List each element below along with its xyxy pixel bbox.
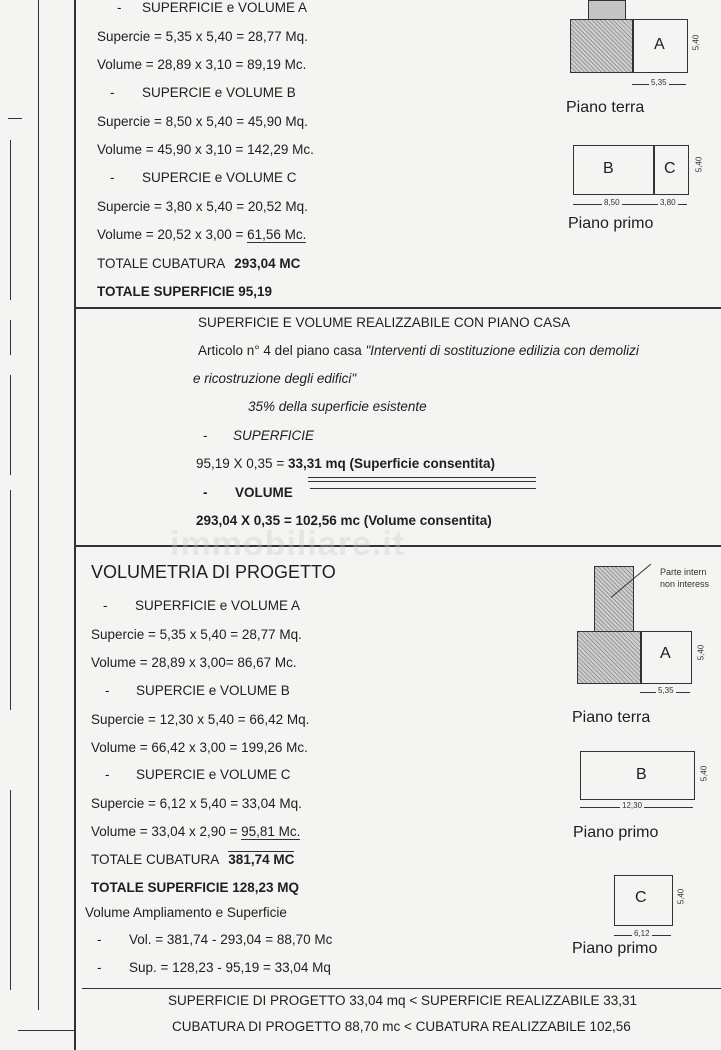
realizable-percent: 35% della superficie esistente	[248, 399, 427, 414]
existing-dim-535: 5,35	[651, 78, 667, 87]
project-c-volume-value: 95,81 Mc.	[241, 824, 301, 839]
project-dim-535: 5,35	[658, 686, 674, 695]
realizable-surface-calc	[196, 456, 495, 471]
existing-block-b	[573, 145, 655, 195]
project-title: VOLUMETRIA DI PROGETTO	[91, 562, 336, 582]
realizable-double-underline	[308, 481, 536, 482]
watermark: immobiliare.it	[170, 525, 406, 563]
project-total-volume-value: 381,74 MC	[228, 852, 295, 867]
project-dim-540-a: 5,40	[696, 644, 706, 661]
existing-a-volume: Volume = 28,89 x 3,10 = 89,19 Mc.	[97, 57, 307, 72]
project-dim-540-b: 5,40	[699, 765, 709, 782]
left-margin-line	[38, 0, 39, 1010]
project-upper-wing	[594, 566, 634, 633]
realizable-article-italic: "Interventi di sostituzione edilizia con demolizi	[365, 343, 639, 358]
left-margin-bracket	[10, 320, 11, 355]
dash: -	[117, 0, 122, 15]
existing-total-volume-label: TOTALE CUBATURA	[97, 256, 225, 271]
project-hatched-area	[577, 631, 642, 684]
existing-dim-540-a: 5,40	[691, 34, 701, 51]
existing-letter-c: C	[664, 160, 676, 177]
dash: -	[105, 683, 110, 698]
project-c-volume-prefix: Volume = 33,04 x 2,90 =	[91, 824, 242, 839]
comparison-surface: SUPERFICIE DI PROGETTO 33,04 mq < SUPERFICIE REALIZZABILE 33,31	[168, 993, 638, 1008]
existing-total-surface: TOTALE SUPERFICIE 95,19	[97, 284, 273, 299]
project-letter-a: A	[660, 645, 671, 662]
existing-first-label: Piano primo	[568, 215, 654, 232]
project-dim-540-c: 5,40	[676, 888, 686, 905]
realizable-title: SUPERFICIE E VOLUME REALIZZABILE CON PIANO CASA	[198, 315, 571, 330]
project-b-heading: SUPERCIE e VOLUME B	[136, 683, 290, 698]
realizable-surface-heading: SUPERFICIE	[233, 428, 315, 443]
dash: -	[97, 960, 102, 975]
dash: -	[110, 85, 115, 100]
project-a-surface: Supercie = 5,35 x 5,40 = 28,77 Mq.	[91, 627, 302, 642]
existing-a-surface: Supercie = 5,35 x 5,40 = 28,77 Mq.	[97, 29, 308, 44]
project-first-label-2: Piano primo	[572, 940, 658, 957]
dash: -	[203, 485, 208, 500]
project-sup-line: Sup. = 128,23 - 95,19 = 33,04 Mq	[129, 960, 331, 975]
section-divider	[74, 307, 721, 309]
realizable-volume-overline	[310, 488, 536, 489]
project-vol-line: Vol. = 381,74 - 293,04 = 88,70 Mc	[129, 932, 333, 947]
existing-hatched-area	[570, 19, 634, 73]
left-margin-bracket	[10, 140, 11, 300]
existing-ground-label: Piano terra	[566, 99, 645, 116]
comparison-volume: CUBATURA DI PROGETTO 88,70 mc < CUBATURA REALIZZABILE 102,56	[172, 1019, 631, 1034]
realizable-article-cont: e ricostruzione degli edifici"	[193, 371, 357, 386]
project-note-line2: non interess	[660, 579, 710, 589]
project-a-volume: Volume = 28,89 x 3,00= 86,67 Mc.	[91, 655, 297, 670]
project-c-surface: Supercie = 6,12 x 5,40 = 33,04 Mq.	[91, 796, 302, 811]
existing-c-volume	[97, 227, 306, 242]
project-c-volume	[91, 824, 300, 839]
existing-b-volume: Volume = 45,90 x 3,10 = 142,29 Mc.	[97, 142, 314, 157]
project-ground-label: Piano terra	[572, 709, 651, 726]
dash: -	[105, 767, 110, 782]
existing-dim-850: 8,50	[604, 198, 620, 207]
section-divider	[82, 988, 721, 989]
project-total-volume-label: TOTALE CUBATURA	[91, 852, 219, 867]
left-margin-bottom	[18, 1030, 76, 1031]
dash: -	[203, 428, 208, 443]
existing-c-heading: SUPERCIE e VOLUME C	[142, 170, 297, 185]
existing-letter-b: B	[603, 160, 614, 177]
dash: -	[97, 932, 102, 947]
project-note-line1: Parte intern	[660, 567, 707, 577]
project-total-surface: TOTALE SUPERFICIE 128,23 MQ	[91, 880, 300, 895]
realizable-article-prefix: Articolo n° 4 del piano casa	[198, 343, 366, 358]
existing-b-surface: Supercie = 8,50 x 5,40 = 45,90 Mq.	[97, 114, 308, 129]
existing-dim-380: 3,80	[660, 198, 676, 207]
existing-b-heading: SUPERCIE e VOLUME B	[142, 85, 296, 100]
existing-c-surface: Supercie = 3,80 x 5,40 = 20,52 Mq.	[97, 199, 308, 214]
project-c-heading: SUPERCIE e VOLUME C	[136, 767, 291, 782]
project-b-surface: Supercie = 12,30 x 5,40 = 66,42 Mq.	[91, 712, 310, 727]
left-border-line	[74, 0, 76, 1050]
existing-total-volume	[97, 256, 300, 271]
realizable-surface-calc-bold: 33,31 mq (Superficie consentita)	[287, 456, 496, 471]
dash: -	[110, 170, 115, 185]
existing-c-volume-value: 61,56 Mc.	[247, 227, 307, 242]
existing-c-volume-prefix: Volume = 20,52 x 3,00 =	[97, 227, 248, 242]
dash: -	[103, 598, 108, 613]
realizable-volume-heading: VOLUME	[235, 485, 293, 500]
left-margin-bracket	[10, 375, 11, 475]
existing-total-volume-value: 293,04 MC	[234, 256, 301, 271]
realizable-article	[198, 343, 639, 358]
project-letter-c: C	[635, 889, 647, 906]
project-dim-612: 6,12	[634, 929, 650, 938]
existing-letter-a: A	[654, 36, 665, 53]
project-expansion-heading: Volume Ampliamento e Superficie	[85, 905, 287, 920]
realizable-surface-calc-prefix: 95,19 X 0,35 =	[196, 456, 288, 471]
existing-a-heading: SUPERFICIE e VOLUME A	[142, 0, 308, 15]
project-a-heading: SUPERFICIE e VOLUME A	[135, 598, 301, 613]
left-margin-bracket	[10, 490, 11, 710]
realizable-volume-calc: 293,04 X 0,35 = 102,56 mc (Volume consentita)	[196, 513, 492, 528]
left-margin-bracket	[10, 790, 11, 990]
existing-dim-540-bc: 5,40	[694, 156, 704, 173]
realizable-double-underline	[308, 477, 536, 478]
project-b-volume: Volume = 66,42 x 3,00 = 199,26 Mc.	[91, 740, 308, 755]
project-letter-b: B	[636, 766, 647, 783]
project-total-volume	[91, 852, 294, 867]
left-margin-tick	[8, 118, 22, 119]
existing-upper-wing	[588, 0, 626, 21]
project-first-label: Piano primo	[573, 824, 659, 841]
project-dim-1230: 12,30	[622, 801, 643, 810]
